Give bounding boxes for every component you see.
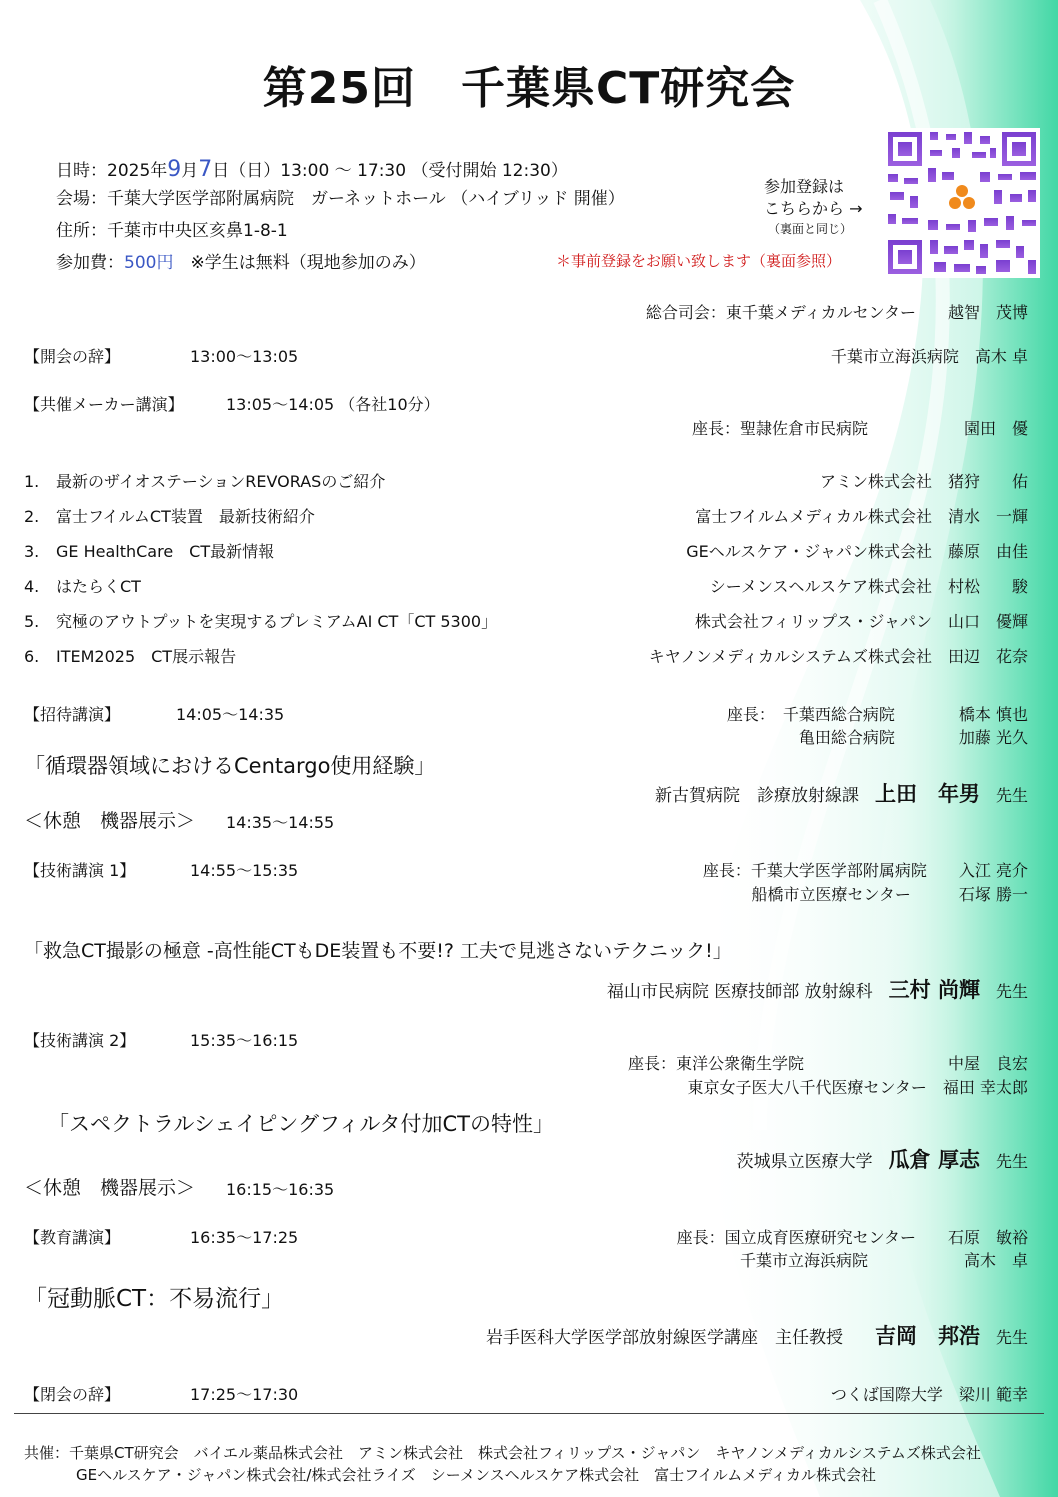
tech-2-label: 【技術講演 2】: [24, 1031, 136, 1050]
list-item: 4. はたらくCT: [24, 577, 141, 596]
list-item: 2. 富士フイルムCT装置 最新技術紹介: [24, 507, 315, 526]
list-item: 6. ITEM2025 CT展示報告: [24, 647, 237, 666]
edu-speaker: 岩手医科大学医学部放射線医学講座 主任教授 吉岡 邦浩 先生: [485, 1324, 1028, 1348]
invited-label: 【招待講演】: [24, 705, 121, 724]
break-1-label: ＜休憩 機器展示＞: [24, 810, 196, 832]
maker-chair: 座長：聖隷佐倉市民病院 園田 優: [691, 419, 1028, 438]
list-item-speaker: GEヘルスケア・ジャパン株式会社 藤原 由佳: [686, 542, 1028, 561]
sponsors-line-2: GEヘルスケア・ジャパン株式会社/株式会社ライズ シーメンスヘルスケア株式会社 富士フイルムメディカル株式会社: [76, 1466, 877, 1484]
invited-speaker: 新古賀病院 診療放射線課 上田 年男 先生: [654, 782, 1028, 806]
opening-time: 13:00～13:05: [190, 347, 299, 366]
registration-text-3: （裏面と同じ）: [768, 222, 853, 236]
maker-time: 13:05～14:05 （各社10分）: [226, 395, 440, 414]
edu-chair-1: 座長：国立成育医療研究センター 石原 敏裕: [676, 1228, 1028, 1247]
tech-2-title: 「スペクトラルシェイピングフィルタ付加CTの特性」: [48, 1112, 554, 1136]
tech-2-speaker: 茨城県立医療大学 瓜倉 厚志 先生: [736, 1148, 1028, 1172]
registration-text-1: 参加登録は: [764, 177, 845, 196]
list-item-speaker: アミン株式会社 猪狩 佑: [819, 472, 1028, 491]
registration-note: ＊事前登録をお願い致します（裏面参照）: [556, 252, 842, 270]
list-item: 5. 究極のアウトプットを実現するプレミアムAI CT「CT 5300」: [24, 612, 498, 631]
footer-divider: [14, 1413, 1044, 1414]
break-2-label: ＜休憩 機器展示＞: [24, 1177, 196, 1199]
maker-label: 【共催メーカー講演】: [24, 395, 184, 414]
general-mc: 総合司会：東千葉メディカルセンター 越智 茂博: [645, 303, 1028, 322]
tech-2-chair-2: 東京女子医大八千代医療センター 福田 幸太郎: [687, 1078, 1028, 1097]
page-title: 第25回 千葉県CT研究会: [262, 63, 796, 114]
list-item: 1. 最新のザイオステーションREVORASのご紹介: [24, 472, 386, 491]
edu-title: 「冠動脈CT：不易流行」: [24, 1286, 285, 1312]
closing-time: 17:25～17:30: [190, 1385, 299, 1404]
closing-person: つくば国際大学 梁川 範幸: [830, 1385, 1028, 1404]
tech-1-time: 14:55～15:35: [190, 861, 299, 880]
closing-label: 【閉会の辞】: [24, 1385, 121, 1404]
tech-1-label: 【技術講演 1】: [24, 861, 136, 880]
tech-1-chair-2: 船橋市立医療センター 石塚 勝一: [751, 885, 1028, 904]
list-item-speaker: キヤノンメディカルシステムズ株式会社 田辺 花奈: [648, 647, 1028, 666]
sponsors-line-1: 共催：千葉県CT研究会 バイエル薬品株式会社 アミン株式会社 株式会社フィリップス・ジャパン キヤノンメディカルシステムズ株式会社: [24, 1444, 981, 1462]
invited-time: 14:05～14:35: [176, 705, 285, 724]
break-2-time: 16:15～16:35: [226, 1180, 335, 1199]
edu-time: 16:35～17:25: [190, 1228, 299, 1247]
registration-text-2: こちらから →: [764, 199, 863, 218]
registration-qr-code[interactable]: [884, 128, 1040, 278]
list-item-speaker: 富士フイルムメディカル株式会社 清水 一輝: [695, 507, 1028, 526]
invited-chair-1: 座長： 千葉西総合病院 橋本 慎也: [726, 705, 1028, 724]
event-fee: 参加費：500円 ※学生は無料（現地参加のみ）: [56, 253, 426, 273]
tech-2-chair-1: 座長：東洋公衆衛生学院 中屋 良宏: [627, 1054, 1028, 1073]
tech-2-time: 15:35～16:15: [190, 1031, 299, 1050]
list-item: 3. GE HealthCare CT最新情報: [24, 542, 275, 561]
opening-person: 千葉市立海浜病院 高木 卓: [830, 347, 1028, 366]
event-venue: 会場：千葉大学医学部附属病院 ガーネットホール （ハイブリッド 開催）: [56, 189, 625, 209]
list-item-speaker: 株式会社フィリップス・ジャパン 山口 優輝: [694, 612, 1028, 631]
invited-chair-2: 亀田総合病院 加藤 光久: [798, 728, 1028, 747]
tech-1-speaker: 福山市民病院 医療技師部 放射線科 三村 尚輝 先生: [606, 978, 1028, 1002]
opening-label: 【開会の辞】: [24, 347, 121, 366]
list-item-speaker: シーメンスヘルスケア株式会社 村松 駿: [709, 577, 1028, 596]
tech-1-chair-1: 座長：千葉大学医学部附属病院 入江 亮介: [702, 861, 1028, 880]
break-1-time: 14:35～14:55: [226, 813, 335, 832]
invited-title: 「循環器領域におけるCentargo使用経験」: [24, 754, 436, 778]
event-address: 住所：千葉市中央区亥鼻1-8-1: [56, 221, 288, 241]
event-date: 日時：2025年9月7日（日）13:00 ～ 17:30 （受付開始 12:30）: [56, 157, 568, 182]
edu-label: 【教育講演】: [24, 1228, 121, 1247]
edu-chair-2: 千葉市立海浜病院 高木 卓: [739, 1251, 1028, 1270]
tech-1-title: 「救急CT撮影の極意 -高性能CTもDE装置も不要!? 工夫で見逃さないテクニック!」: [24, 940, 732, 962]
